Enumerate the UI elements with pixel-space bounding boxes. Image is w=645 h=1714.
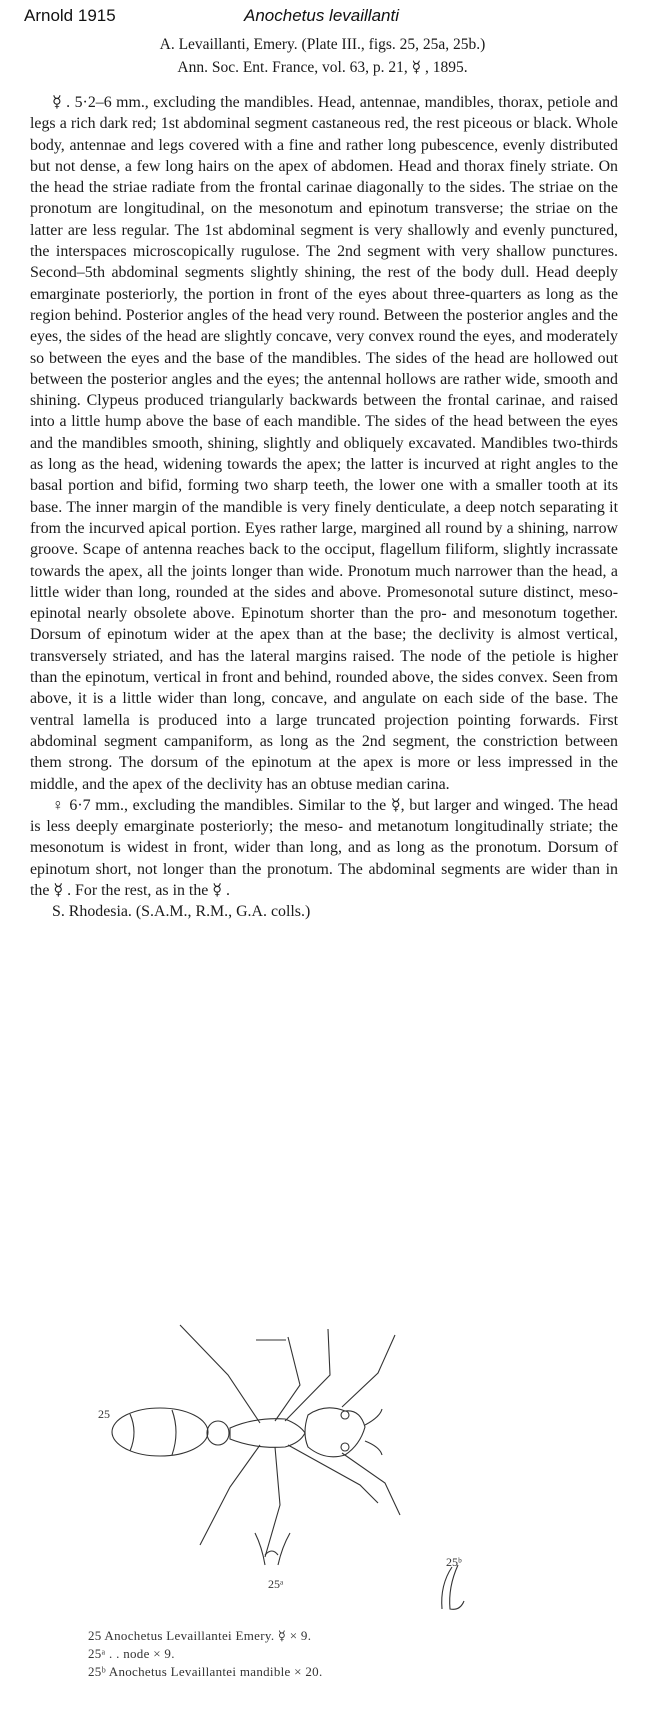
ant-eye-left [341, 1411, 349, 1419]
ant-gaster [112, 1408, 208, 1456]
worker-description: ☿ . 5·2–6 mm., excluding the mandibles. Head, antennae, mandibles, thorax, petiole and legs a rich dark red; 1st abdominal segment castaneous red, the rest piceous or black. Whole body, antennae and legs covered with a fine and rather long pubescence, evenly distributed but not dense, a few long hairs on the apex of abdomen. Head and thorax finely striate. On the head the striae radiate from the frontal carinae diagonally to the sides. The striae on the pronotum are longitudinal, on the mesonotum and epinotum transverse; the striae on the latter are less regular. The 1st abdominal segment is very shallowly and evenly punctured, the interspaces microscopically rugulose. The 2nd segment with very shallow punctures. Second–5th abdominal segments slightly shining, the rest of the body dull. Head deeply emarginate posteriorly, the portion in front of the eyes about three-quarters as long as the region behind. Posterior angles of the head very round. Between the posterior angles and the eyes, the sides of the head are slightly concave, very convex round the eyes, and moderately so between the eyes and the base of the mandibles. The sides of the head are hollowed out between the posterior angles and the eyes; the antennal hollows are rather wide, smooth and shining. Clypeus produced triangularly backwards between the frontal carinae, and raised into a little hump above the base of each mandible. The sides of the head between the eyes and the mandibles smooth, shining, slightly and obliquely excavated. Mandibles two-thirds as long as the head, widening towards the apex; the latter is incurved at right angles to the basal portion and bifid, forming two sharp teeth, the lower one with a smaller tooth at its base. The inner margin of the mandible is very finely denticulate, a deep notch separating it from the incurved apical portion. Eyes rather large, margined all round by a shining, narrow groove. Scape of antenna reaches back to the occiput, flagellum filiform, slightly incrassate towards the apex, all the joints longer than wide. Pronotum much narrower than the head, a little wider than long, rounded at the sides and above. Promesonotal suture distinct, meso-epinotal nearly obsolete above. Epinotum shorter than the pro- and mesonotum together. Dorsum of epinotum wider at the apex than at the base; the declivity is almost vertical, transversely striated, and has the lateral margins raised. The node of the petiole is higher than the epinotum, vertical in front and behind, rounded above, the sides convex. Seen from above, it is a little wider than long, concave, and angulate on each side of the base. The ventral lamella is produced into a large truncated projection pointing forwards. First abdominal segment campaniform, as long as the 2nd segment, the constriction between them strong. The dorsum of the epinotum at the apex is more or less impressed in the middle, and the apex of the declivity has an obtuse median carina. [30, 94, 618, 793]
ant-leg-right-1 [200, 1445, 260, 1545]
node-drawing [255, 1533, 290, 1565]
citation-line-2: Ann. Soc. Ent. France, vol. 63, p. 21, ☿ , 1895. [177, 59, 468, 76]
ant-mandible-right [365, 1441, 382, 1455]
mandible-drawing [442, 1565, 464, 1609]
figure-label-25b: 25ᵇ [446, 1555, 462, 1569]
ant-leg-left-3 [285, 1329, 330, 1421]
ant-antenna-right [342, 1453, 400, 1515]
figure-label-25a: 25ᵃ [268, 1577, 284, 1591]
header-species: Anochetus levaillanti [244, 6, 399, 25]
citation-line-1: A. Levaillanti, Emery. (Plate III., figs. 25, 25a, 25b.) [159, 36, 486, 53]
header-author-year: Arnold 1915 [24, 6, 116, 25]
caption-25b: 25ᵇ Anochetus Levaillantei mandible × 20. [88, 1664, 323, 1679]
ant-leg-front-left-1 [180, 1325, 260, 1423]
ant-leg-right-3 [288, 1445, 378, 1503]
ant-drawing [60, 1315, 620, 1615]
ant-head [305, 1408, 365, 1457]
ant-antenna-left [342, 1335, 395, 1407]
ant-leg-left-2 [275, 1337, 300, 1421]
ant-petiole [207, 1421, 229, 1445]
description-text [30, 92, 618, 923]
caption-25a: 25ᵃ . . node × 9. [88, 1646, 175, 1661]
ant-thorax [230, 1419, 305, 1448]
figure-label-25: 25 [98, 1407, 110, 1421]
plate-figure [60, 1315, 620, 1615]
ant-leg-right-2 [265, 1447, 280, 1557]
ant-mandible-left [365, 1409, 382, 1425]
locality: S. Rhodesia. (S.A.M., R.M., G.A. colls.) [52, 903, 311, 921]
female-description: ♀ 6·7 mm., excluding the mandibles. Similar to the ☿, but larger and winged. The head is less deeply emarginate posteriorly; the meso- and metanotum longitudinally striate; the mesonotum is widest in front, wider than long, and as long as the pronotum. Dorsum of epinotum short, not longer than the pronotum. The abdominal segments are wider than in the ☿ . For the rest, as in the ☿ . [30, 796, 618, 899]
caption-25: 25 Anochetus Levaillantei Emery. ☿ × 9. [88, 1628, 312, 1643]
ant-eye-right [341, 1443, 349, 1451]
